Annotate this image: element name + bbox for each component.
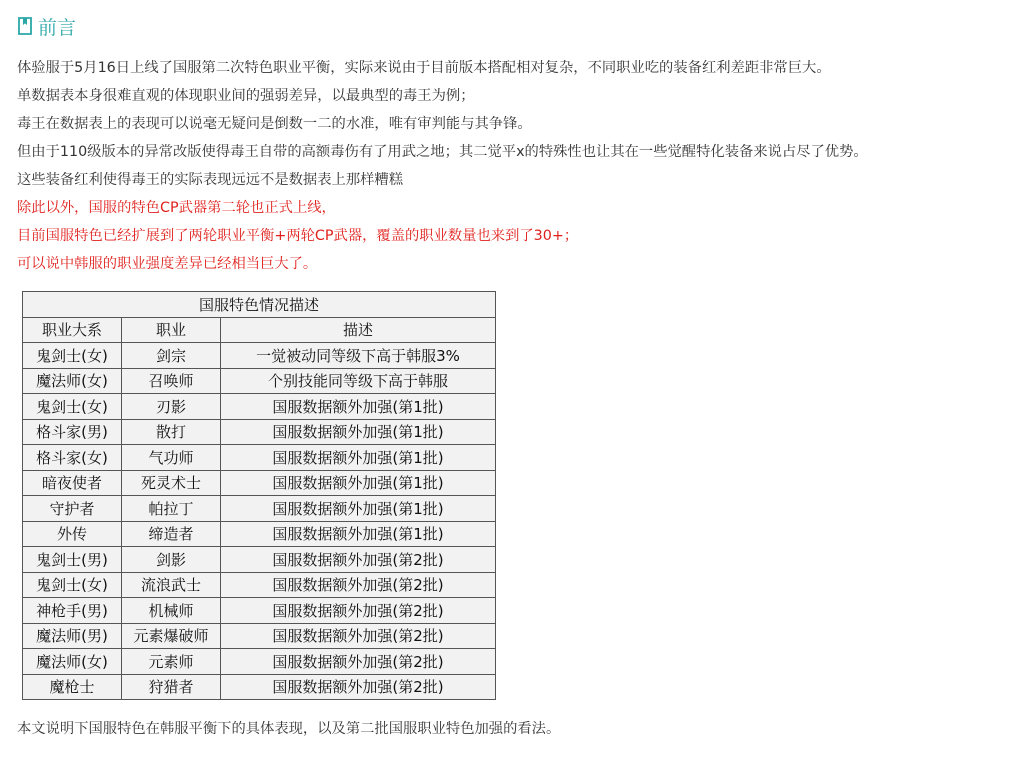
cell-class: 剑影 bbox=[122, 547, 221, 573]
cell-description: 国服数据额外加强(第1批) bbox=[221, 470, 496, 496]
table-row bbox=[23, 521, 496, 547]
cell-class-group: 魔法师(女) bbox=[23, 649, 122, 675]
table-row bbox=[23, 674, 496, 700]
cell-description: 国服数据额外加强(第1批) bbox=[221, 521, 496, 547]
cell-class-group: 神枪手(男) bbox=[23, 598, 122, 624]
paragraph: 体验服于5月16日上线了国服第二次特色职业平衡，实际来说由于目前版本搭配相对复杂，不同职业吃的装备红利差距非常巨大。 bbox=[17, 60, 831, 76]
bookmark-icon bbox=[17, 16, 37, 40]
cell-class-group: 外传 bbox=[23, 521, 122, 547]
cell-class: 狩猎者 bbox=[122, 674, 221, 700]
table-row bbox=[23, 649, 496, 675]
cell-description: 国服数据额外加强(第2批) bbox=[221, 623, 496, 649]
highlight-paragraph: 除此以外，国服的特色CP武器第二轮也正式上线， bbox=[17, 200, 336, 216]
cell-description: 国服数据额外加强(第2批) bbox=[221, 572, 496, 598]
cell-description: 国服数据额外加强(第2批) bbox=[221, 649, 496, 675]
class-feature-table bbox=[22, 291, 496, 700]
table-row bbox=[23, 419, 496, 445]
section-title: 前言 bbox=[38, 17, 77, 39]
cell-class: 流浪武士 bbox=[122, 572, 221, 598]
cell-class: 缔造者 bbox=[122, 521, 221, 547]
cell-class-group: 鬼剑士(男) bbox=[23, 547, 122, 573]
cell-description: 国服数据额外加强(第2批) bbox=[221, 674, 496, 700]
cell-class-group: 魔法师(女) bbox=[23, 368, 122, 394]
cell-class-group: 鬼剑士(女) bbox=[23, 394, 122, 420]
paragraph: 单数据表本身很难直观的体现职业间的强弱差异，以最典型的毒王为例； bbox=[17, 88, 475, 104]
cell-class: 刃影 bbox=[122, 394, 221, 420]
paragraph: 毒王在数据表上的表现可以说毫无疑问是倒数一二的水准，唯有审判能与其争锋。 bbox=[17, 116, 532, 132]
section-heading bbox=[17, 16, 76, 40]
cell-class-group: 魔法师(男) bbox=[23, 623, 122, 649]
cell-class: 气功师 bbox=[122, 445, 221, 471]
table-row bbox=[23, 623, 496, 649]
cell-class: 剑宗 bbox=[122, 343, 221, 369]
cell-class-group: 格斗家(男) bbox=[23, 419, 122, 445]
cell-class: 散打 bbox=[122, 419, 221, 445]
table-row bbox=[23, 496, 496, 522]
paragraph: 这些装备红利使得毒王的实际表现远远不是数据表上那样糟糕 bbox=[17, 172, 404, 188]
table-row bbox=[23, 572, 496, 598]
cell-class-group: 暗夜使者 bbox=[23, 470, 122, 496]
header-class-group: 职业大系 bbox=[23, 317, 122, 343]
cell-class: 机械师 bbox=[122, 598, 221, 624]
highlight-paragraph: 目前国服特色已经扩展到了两轮职业平衡+两轮CP武器，覆盖的职业数量也来到了30+； bbox=[17, 228, 579, 244]
header-description: 描述 bbox=[221, 317, 496, 343]
cell-class: 召唤师 bbox=[122, 368, 221, 394]
table-caption: 国服特色情况描述 bbox=[23, 292, 496, 318]
cell-class-group: 鬼剑士(女) bbox=[23, 572, 122, 598]
footer-paragraph: 本文说明下国服特色在韩服平衡下的具体表现，以及第二批国服职业特色加强的看法。 bbox=[17, 721, 561, 737]
cell-description: 国服数据额外加强(第1批) bbox=[221, 496, 496, 522]
table-row bbox=[23, 394, 496, 420]
cell-class: 元素师 bbox=[122, 649, 221, 675]
cell-description: 一觉被动同等级下高于韩服3% bbox=[221, 343, 496, 369]
table-row bbox=[23, 598, 496, 624]
cell-class: 元素爆破师 bbox=[122, 623, 221, 649]
table-row bbox=[23, 343, 496, 369]
cell-class-group: 鬼剑士(女) bbox=[23, 343, 122, 369]
cell-class: 死灵术士 bbox=[122, 470, 221, 496]
cell-class: 帕拉丁 bbox=[122, 496, 221, 522]
cell-description: 国服数据额外加强(第1批) bbox=[221, 419, 496, 445]
table-row bbox=[23, 547, 496, 573]
cell-description: 国服数据额外加强(第1批) bbox=[221, 445, 496, 471]
table-row bbox=[23, 368, 496, 394]
cell-description: 个别技能同等级下高于韩服 bbox=[221, 368, 496, 394]
header-class: 职业 bbox=[122, 317, 221, 343]
highlight-paragraph: 可以说中韩服的职业强度差异已经相当巨大了。 bbox=[17, 256, 318, 272]
cell-class-group: 守护者 bbox=[23, 496, 122, 522]
table-header-row bbox=[23, 317, 496, 343]
paragraph: 但由于110级版本的异常改版使得毒王自带的高额毒伤有了用武之地；其二觉平x的特殊性也让其在一些觉醒特化装备来说占尽了优势。 bbox=[17, 144, 868, 160]
table-row bbox=[23, 470, 496, 496]
cell-description: 国服数据额外加强(第1批) bbox=[221, 394, 496, 420]
cell-description: 国服数据额外加强(第2批) bbox=[221, 598, 496, 624]
cell-class-group: 格斗家(女) bbox=[23, 445, 122, 471]
cell-class-group: 魔枪士 bbox=[23, 674, 122, 700]
cell-description: 国服数据额外加强(第2批) bbox=[221, 547, 496, 573]
table-row bbox=[23, 445, 496, 471]
